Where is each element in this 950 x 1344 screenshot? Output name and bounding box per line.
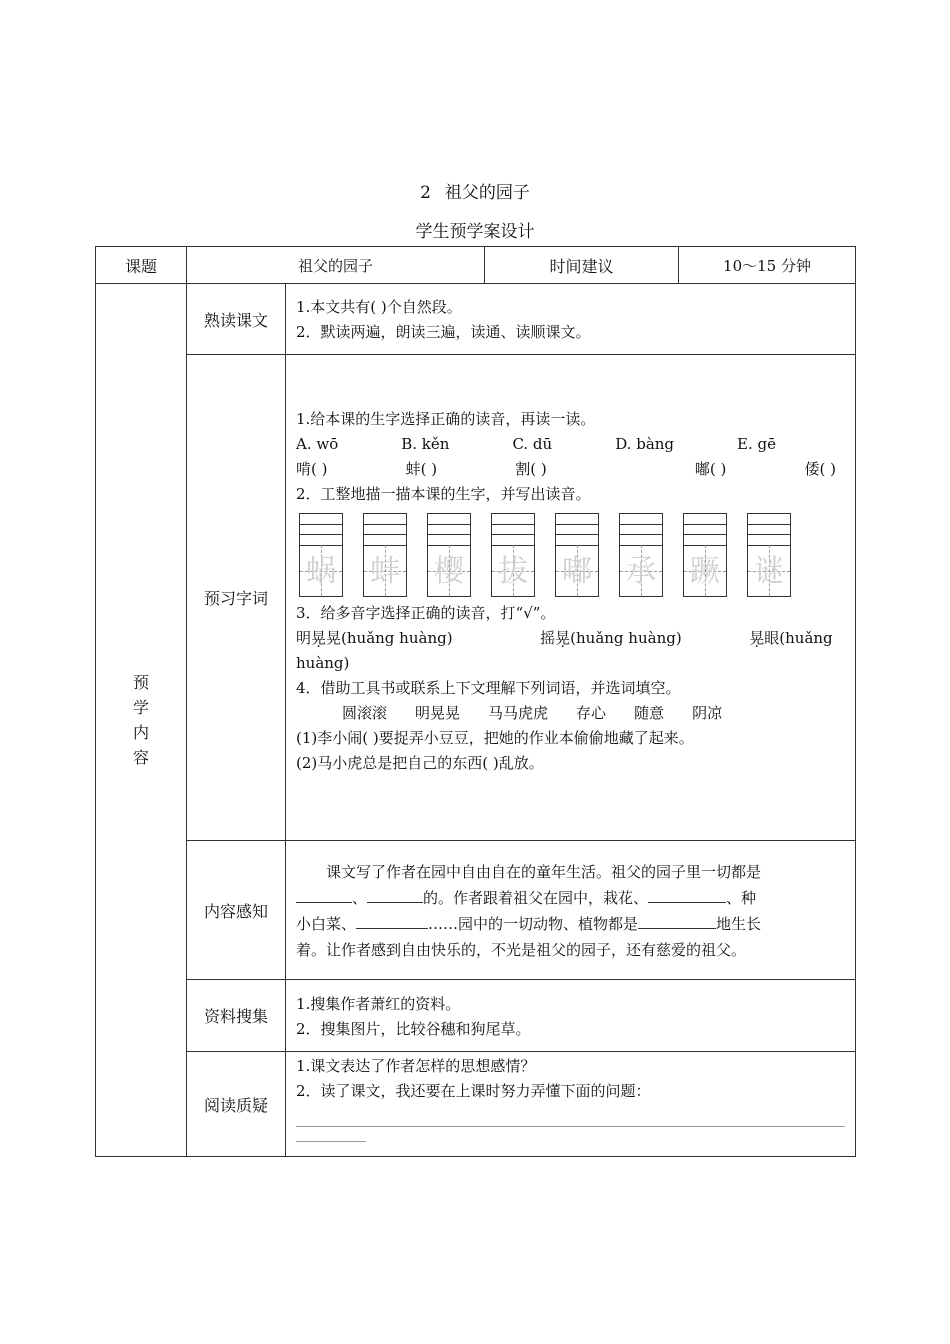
- page-title: [0, 178, 950, 203]
- page-subtitle: 学生预学案设计: [415, 222, 535, 242]
- tracing-box[interactable]: [683, 513, 727, 597]
- trace-char: 嘟: [562, 554, 592, 589]
- tracing-box[interactable]: [363, 513, 407, 597]
- side-label: [96, 284, 187, 1157]
- section-content-words: [286, 355, 856, 841]
- text-line: 1.搜集作者萧红的资料。: [296, 994, 461, 1013]
- section-label-materials: 资料搜集: [187, 980, 286, 1052]
- fill-blank[interactable]: [638, 912, 716, 929]
- dotted-char: 晃: [311, 629, 327, 647]
- header-row: [96, 247, 856, 284]
- section-read: [96, 284, 856, 355]
- pinyin-options: [296, 432, 776, 457]
- word-part: 摇: [540, 629, 556, 647]
- word: 明晃晃: [415, 704, 461, 722]
- trace-char: 承: [626, 554, 656, 589]
- option: C. dū: [512, 435, 553, 453]
- para-line: [296, 885, 845, 911]
- polyphone-item[interactable]: [540, 629, 682, 647]
- para-line: [296, 911, 845, 937]
- tracing-box[interactable]: [491, 513, 535, 597]
- word-part: 明: [296, 629, 312, 647]
- polyphone-wrap: huàng): [296, 654, 350, 672]
- text-line: 2．搜集图片，比较谷穗和狗尾草。: [296, 1019, 531, 1038]
- side-char: 内: [132, 723, 149, 742]
- section-questions: [96, 1052, 856, 1157]
- fill-blank[interactable]: [356, 912, 428, 929]
- trace-char: 谜: [754, 554, 784, 589]
- word-bank: [296, 701, 845, 726]
- char-blank[interactable]: 割( ): [515, 460, 547, 478]
- fill-2[interactable]: (2)马小虎总是把自己的东西( )乱放。: [296, 754, 544, 772]
- word: 随意: [634, 704, 665, 722]
- char-blank[interactable]: 嘟( ): [694, 460, 727, 478]
- char-blanks: [296, 457, 836, 482]
- side-char: 容: [132, 748, 149, 767]
- text: ……园中的一切动物、植物都是: [428, 915, 639, 933]
- word: 圆滚滚: [342, 704, 388, 722]
- text: 、: [352, 889, 368, 907]
- word: 马马虎虎: [488, 704, 549, 722]
- fill-blank[interactable]: [367, 886, 423, 903]
- question-2: 2．工整地描一描本课的生字，并写出读音。: [296, 485, 591, 503]
- time-key: 时间建议: [485, 247, 679, 284]
- answer-line[interactable]: [296, 1106, 845, 1127]
- text: 地生长: [716, 915, 762, 933]
- dotted-char: 晃: [749, 629, 765, 647]
- topic-key: 课题: [96, 247, 187, 284]
- trace-char: 蜗: [306, 554, 336, 589]
- section-materials: [96, 980, 856, 1052]
- tracing-box[interactable]: [299, 513, 343, 597]
- word-part: 晃(huǎng huàng): [326, 629, 453, 647]
- word-part: 眼(huǎng: [764, 629, 833, 647]
- trace-char: 拔: [498, 554, 528, 589]
- word: 存心: [576, 704, 607, 722]
- side-char: 学: [132, 698, 149, 717]
- trace-char: 蚌: [370, 554, 400, 589]
- text-line: 2．读了课文，我还要在上课时努力弄懂下面的问题：: [296, 1082, 651, 1100]
- time-value: 10～15 分钟: [679, 247, 856, 284]
- text-line: 1.课文表达了作者怎样的思想感情？: [296, 1057, 536, 1075]
- text-line: 2．默读两遍，朗读三遍，读通、读顺课文。: [296, 323, 591, 341]
- answer-line[interactable]: [296, 1127, 366, 1142]
- tracing-grids: [299, 513, 845, 597]
- fill-blank[interactable]: [296, 886, 352, 903]
- word: 阴凉: [692, 704, 723, 722]
- tracing-box[interactable]: [555, 513, 599, 597]
- polyphone-row: [296, 626, 845, 651]
- polyphone-item[interactable]: [296, 629, 453, 647]
- para-line: 着。让作者感到自由快乐的，不光是祖父的园子，还有慈爱的祖父。: [296, 941, 747, 959]
- question-4: 4．借助工具书或联系上下文理解下列词语，并选词填空。: [296, 679, 681, 697]
- tracing-box[interactable]: [427, 513, 471, 597]
- preview-table: [95, 246, 856, 1157]
- option: A. wō: [296, 435, 339, 453]
- char-blank[interactable]: 倭( ): [804, 460, 836, 478]
- char-blank[interactable]: 蚌( ): [405, 460, 438, 478]
- tracing-box[interactable]: [747, 513, 791, 597]
- section-label-words: 预习字词: [187, 355, 286, 841]
- topic-value: 祖父的园子: [187, 247, 485, 284]
- tracing-box[interactable]: [619, 513, 663, 597]
- question-1: 1.给本课的生字选择正确的读音，再读一读。: [296, 410, 596, 428]
- section-label-questions: 阅读质疑: [187, 1052, 286, 1157]
- word-part: (huǎng huàng): [570, 629, 682, 647]
- side-char: 预: [132, 673, 149, 692]
- char-blank[interactable]: 啃( ): [296, 460, 328, 478]
- section-content-questions: [286, 1052, 856, 1157]
- text: 、种: [726, 889, 757, 907]
- section-words: [96, 355, 856, 841]
- option: D. bàng: [615, 435, 675, 453]
- polyphone-item[interactable]: [749, 629, 832, 647]
- trace-char: 蹶: [690, 554, 720, 589]
- lesson-title: 祖父的园子: [444, 183, 530, 203]
- para-line: 课文写了作者在园中自由自在的童年生活。祖父的园子里一切都是: [326, 863, 762, 881]
- fill-1[interactable]: (1)李小闹( )要捉弄小豆豆，把她的作业本偷偷地藏了起来。: [296, 729, 694, 747]
- question-3: 3．给多音字选择正确的读音，打“√”。: [296, 604, 556, 622]
- section-label-read: 熟读课文: [187, 284, 286, 355]
- section-content: [96, 841, 856, 980]
- section-content-read: [286, 284, 856, 355]
- text: 小白菜、: [296, 915, 357, 933]
- section-content-materials: [286, 980, 856, 1052]
- section-label-content: 内容感知: [187, 841, 286, 980]
- trace-char: 樱: [434, 554, 464, 589]
- text-line: 1.本文共有( )个自然段。: [296, 298, 462, 316]
- section-content-sense: [286, 841, 856, 980]
- text: 的。作者跟着祖父在园中，栽花、: [423, 889, 649, 907]
- option: B. kěn: [401, 435, 450, 453]
- option: E. gē: [737, 435, 776, 453]
- lesson-number: 2: [420, 183, 431, 203]
- fill-blank[interactable]: [648, 886, 726, 903]
- dotted-char: 晃: [555, 629, 571, 647]
